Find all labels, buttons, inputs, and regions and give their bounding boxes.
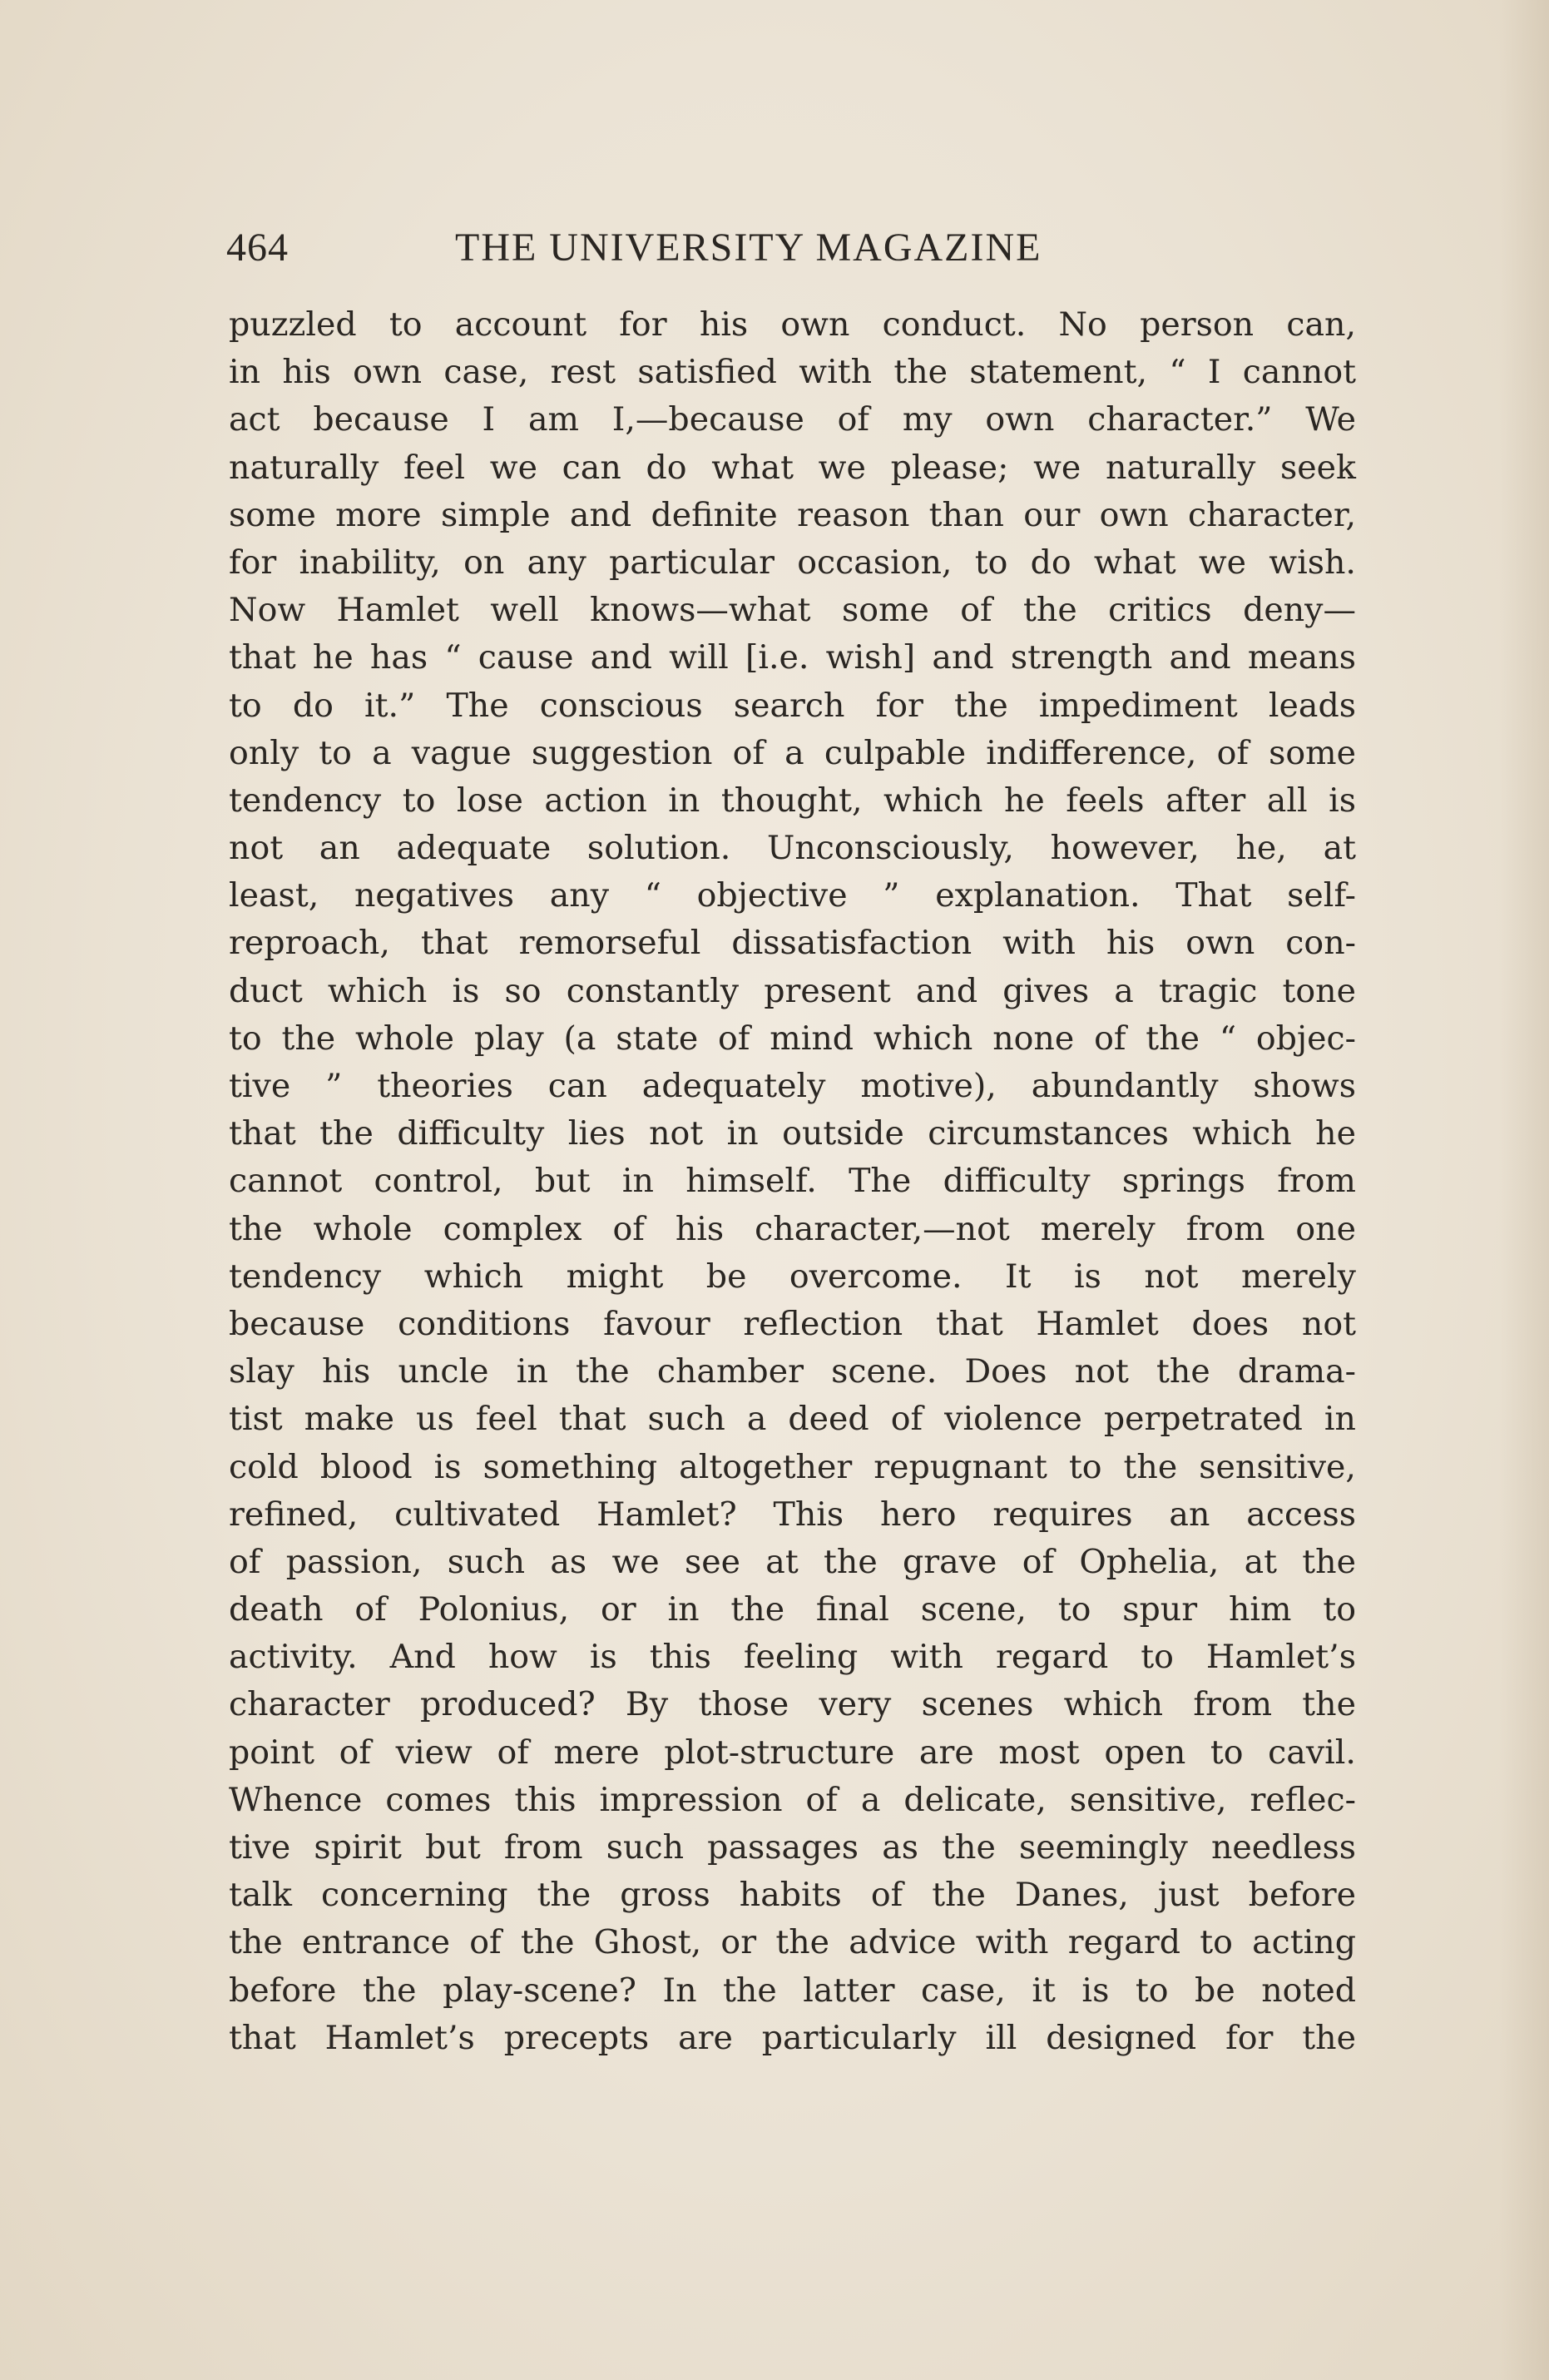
page-header <box>226 225 1374 283</box>
text-line: because conditions favour reflection that Hamlet does not <box>229 1304 1356 1343</box>
text-line: that he has “ cause and will [i.e. wish] and strength and means <box>229 638 1356 677</box>
text-line: duct which is so constantly present and gives a tragic tone <box>229 971 1356 1010</box>
text-line: not an adequate solution. Unconsciously, however, he, at <box>229 829 1356 868</box>
text-line: puzzled to account for his own conduct. No person can, <box>229 305 1356 344</box>
page-edge-shadow <box>1499 0 1549 2380</box>
text-line: the whole complex of his character,—not merely from one <box>229 1209 1356 1248</box>
text-line: to the whole play (a state of mind which none of the “ objec- <box>229 1019 1356 1058</box>
page-number: 464 <box>226 226 289 270</box>
text-line: tive spirit but from such passages as the seemingly needless <box>229 1828 1356 1867</box>
text-line: naturally feel we can do what we please; we naturally seek <box>229 448 1356 487</box>
text-line: point of view of mere plot-structure are most open to cavil. <box>229 1733 1356 1772</box>
text-line: tendency which might be overcome. It is not merely <box>229 1257 1356 1296</box>
text-line: to do it.” The conscious search for the impediment leads <box>229 686 1356 725</box>
text-line: cannot control, but in himself. The difficulty springs from <box>229 1162 1356 1201</box>
text-line: tive ” theories can adequately motive), abundantly shows <box>229 1067 1356 1105</box>
text-line: activity. And how is this feeling with regard to Hamlet’s <box>229 1638 1356 1677</box>
text-line: for inability, on any particular occasion, to do what we wish. <box>229 543 1356 582</box>
text-line: only to a vague suggestion of a culpable indifference, of some <box>229 733 1356 772</box>
text-line: refined, cultivated Hamlet? This hero requires an access <box>229 1495 1356 1534</box>
text-line: some more simple and definite reason than our own character, <box>229 495 1356 534</box>
text-line: act because I am I,—because of my own character.” We <box>229 400 1356 439</box>
text-line: Now Hamlet well knows—what some of the critics deny— <box>229 591 1356 630</box>
text-line: Whence comes this impression of a delicate, sensitive, reflec- <box>229 1780 1356 1819</box>
text-line: of passion, such as we see at the grave of Ophelia, at the <box>229 1542 1356 1581</box>
text-line: in his own case, rest satisfied with the statement, “ I cannot <box>229 353 1356 392</box>
text-line: the entrance of the Ghost, or the advice with regard to acting <box>229 1923 1356 1962</box>
text-line: cold blood is something altogether repugnant to the sensitive, <box>229 1447 1356 1486</box>
text-line: reproach, that remorseful dissatisfaction with his own con- <box>229 924 1356 963</box>
text-line: that Hamlet’s precepts are particularly ill designed for the <box>229 2018 1356 2057</box>
text-line: death of Polonius, or in the final scene, to spur him to <box>229 1590 1356 1629</box>
text-line: slay his uncle in the chamber scene. Does not the drama- <box>229 1352 1356 1391</box>
text-line: tendency to lose action in thought, which he feels after all is <box>229 781 1356 820</box>
body-text <box>229 301 1356 2062</box>
text-line: tist make us feel that such a deed of violence perpetrated in <box>229 1400 1356 1439</box>
text-line: character produced? By those very scenes which from the <box>229 1685 1356 1724</box>
running-title: THE UNIVERSITY MAGAZINE <box>455 226 1042 270</box>
text-line: before the play-scene? In the latter case, it is to be noted <box>229 1971 1356 2010</box>
text-line: least, negatives any “ objective ” explanation. That self- <box>229 876 1356 915</box>
text-line: talk concerning the gross habits of the Danes, just before <box>229 1876 1356 1915</box>
text-line: that the difficulty lies not in outside circumstances which he <box>229 1114 1356 1153</box>
